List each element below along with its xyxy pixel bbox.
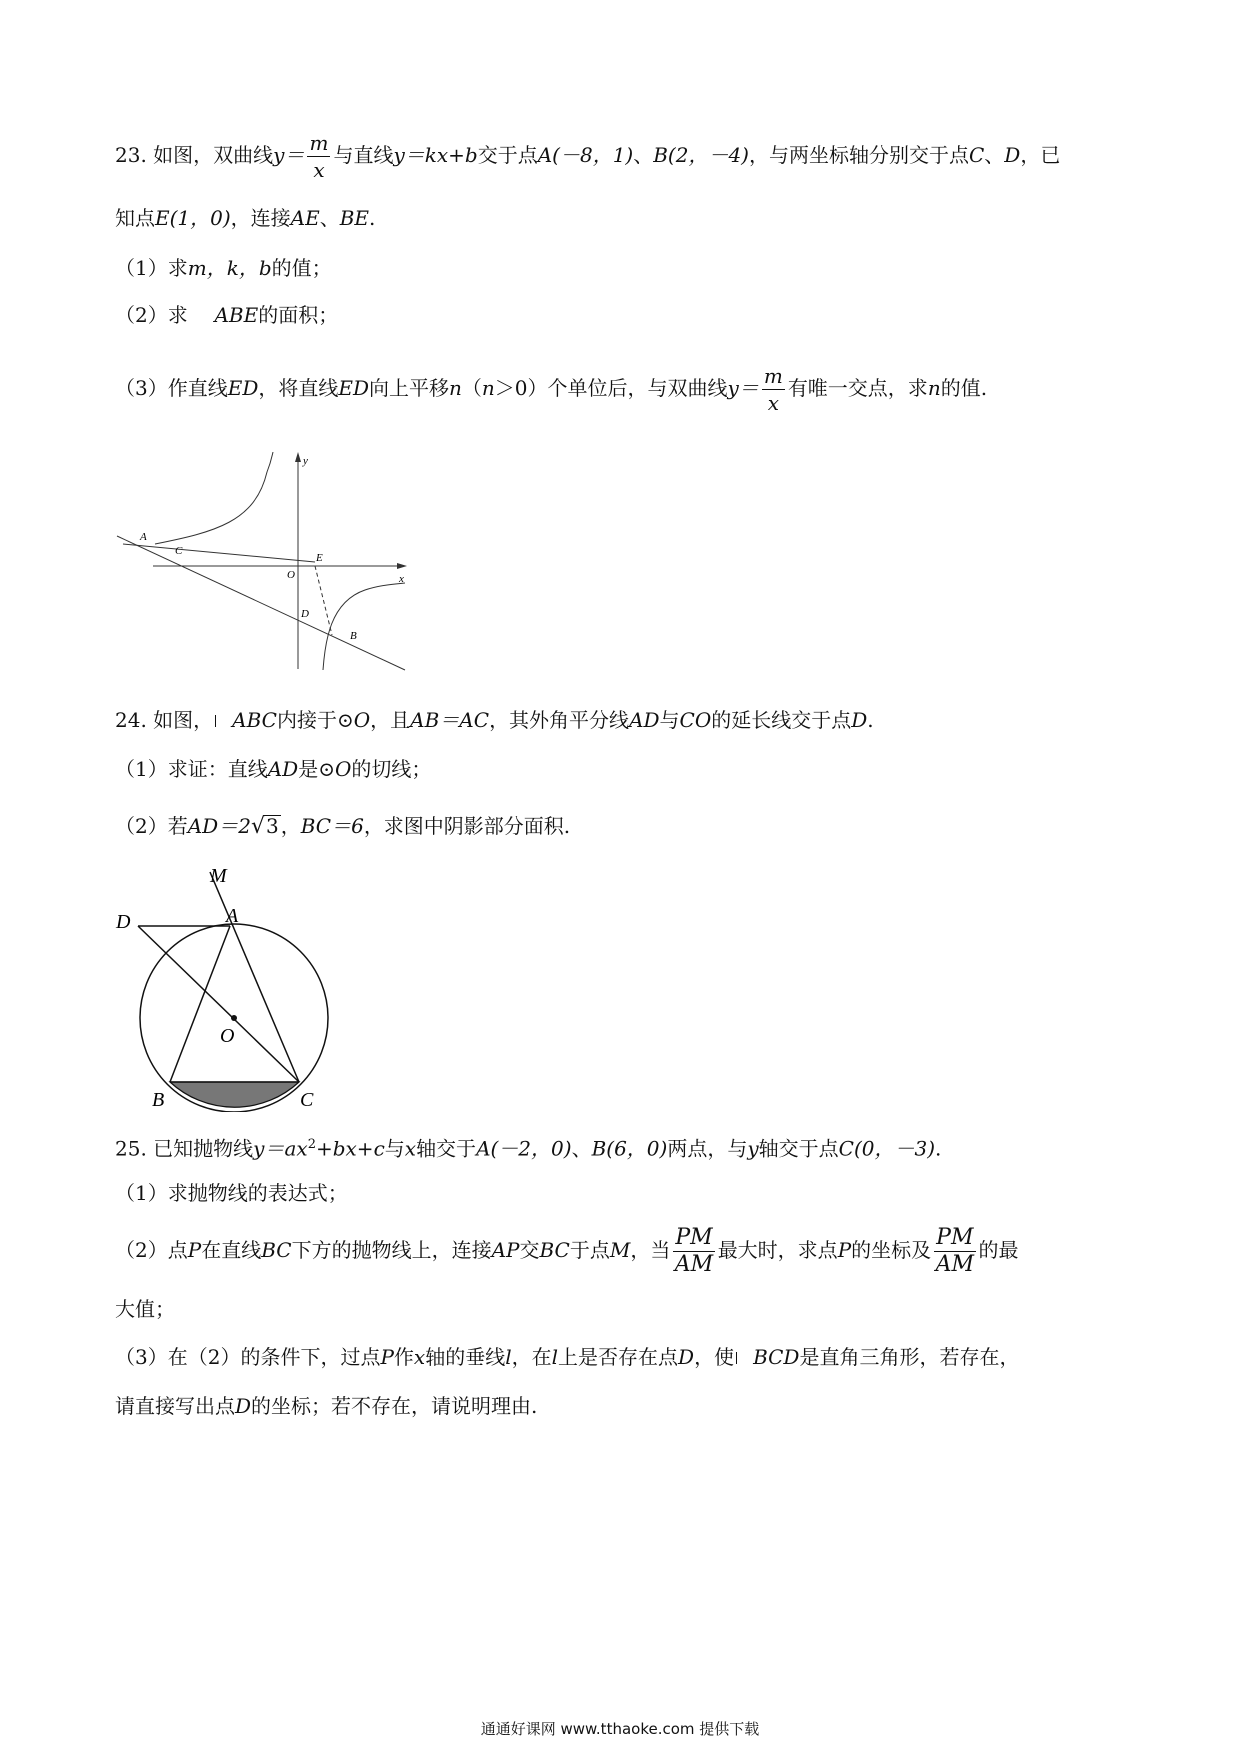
q23-point-b: B(2，－4): [653, 143, 749, 167]
q23-line-eq: y＝kx+b: [393, 143, 478, 167]
q24-ad: AD: [629, 708, 660, 732]
q23-line2: [115, 206, 375, 230]
q25-eq: y＝ax: [253, 1136, 308, 1161]
q25-sup: 2: [307, 1137, 316, 1152]
triangle-symbol: [736, 1352, 747, 1364]
q25-point-c: C(0，－3): [838, 1136, 935, 1161]
q25-p2-ap: AP: [491, 1238, 520, 1262]
hyperbola-branch-upper-left: [155, 452, 273, 544]
page-footer: 通通好课网 www.tthaoke.com 提供下载: [480, 1720, 760, 1738]
q23-part2: [115, 303, 338, 327]
q25-part2-line2: [115, 1297, 175, 1321]
q24-text: ，且: [370, 708, 411, 732]
q23-p3-eq: y＝: [727, 376, 759, 400]
q23-p1-text: 的值；: [271, 256, 332, 280]
q24-p1-text: （1）求证：直线: [115, 757, 268, 781]
q23-hyperbola-eq: y＝: [273, 143, 305, 167]
q25-x: x: [404, 1136, 417, 1161]
q25-p3-text: 轴的垂线: [425, 1345, 506, 1369]
q25-p2-fraction: [673, 1225, 714, 1278]
q24-figure: [112, 862, 342, 1112]
q23-p1-vars: m，k，b: [187, 256, 272, 280]
shaded-segment: [170, 1082, 299, 1107]
q23-p1-text: （1）求: [115, 256, 188, 280]
q25-sep: 、: [571, 1136, 592, 1161]
q25-p3-d: D: [235, 1394, 252, 1418]
q23-p3-fraction: [762, 363, 785, 416]
q24-co: CO: [679, 708, 712, 732]
q24-part2: （2）若AD＝2√3 ，BC＝6，求图中阴影部分面积.: [115, 814, 571, 839]
center-o: [231, 1015, 237, 1021]
q25-p3-text: 上是否存在点: [558, 1345, 679, 1369]
q23-point-d: D: [1004, 143, 1021, 167]
q25-p2-text: ，当: [630, 1238, 671, 1262]
q24-p2-text: ，: [280, 814, 301, 838]
q25-p2-p: P: [187, 1238, 202, 1262]
q24-d: D: [851, 708, 868, 732]
q25-p3-text: ，使: [694, 1345, 735, 1369]
q25-p3-text: （3）在（2）的条件下，过点: [115, 1345, 381, 1369]
q25-p2-bc: BC: [261, 1238, 292, 1262]
q25-part2-line1: [115, 1225, 1019, 1278]
q24-p1-text: 是⊙: [298, 757, 335, 781]
q23-p2-triangle: ABE: [214, 303, 259, 327]
line-mc: [210, 872, 299, 1082]
q23-text: ，与两坐标轴分别交于点: [748, 143, 969, 167]
q25-point-b: B(6，0): [591, 1136, 668, 1161]
q25-text: 两点，与: [667, 1136, 748, 1161]
q24-p2-ad: AD＝2: [187, 814, 251, 838]
q23-figure: [115, 452, 415, 672]
q23-p3-ed: ED: [227, 376, 259, 400]
q25-p2-bc: BC: [539, 1238, 570, 1262]
q24-p2-bc: BC＝6: [300, 814, 364, 838]
q25-p3-d: D: [678, 1345, 695, 1369]
q23-text: 如图，双曲线: [153, 143, 274, 167]
x-axis-arrow: [397, 563, 407, 569]
label-m: M: [210, 865, 227, 887]
label-y: y: [303, 455, 308, 467]
hyperbola-branch-lower-right: [323, 583, 405, 670]
q23-p2-text: （2）求: [115, 303, 188, 327]
q25-p3-triangle: BCD: [753, 1345, 800, 1369]
q25-p3-text: ，在: [511, 1345, 552, 1369]
label-c: C: [175, 545, 183, 557]
q24-p1-ad: AD: [267, 757, 299, 781]
q23-end: .: [369, 206, 376, 230]
q24-text: 的延长线交于点: [711, 708, 852, 732]
q23-text: ，连接: [230, 206, 291, 230]
q23-part3: [115, 363, 987, 416]
q25-p3-text: 的坐标；若不存在，请说明理由.: [251, 1394, 538, 1418]
label-o: O: [287, 569, 295, 581]
q23-number: 23.: [115, 143, 147, 167]
q24-end: .: [867, 708, 874, 732]
q23-p3-n: n: [481, 376, 495, 400]
q25-p3-x: x: [413, 1345, 426, 1369]
q24-o: O: [353, 708, 371, 732]
q24-line1: [115, 708, 874, 732]
q25-p2-text: 大值；: [115, 1297, 175, 1321]
triangle-symbol: [215, 715, 226, 727]
line-ab: [117, 536, 405, 670]
label-d: D: [116, 911, 131, 933]
label-b: B: [152, 1089, 165, 1111]
frac-denominator: x: [767, 391, 779, 415]
q25-part3-line2: [115, 1394, 537, 1418]
q24-text: 如图，: [153, 708, 214, 732]
frac-numerator: PM: [675, 1225, 713, 1250]
frac-numerator: m: [763, 364, 783, 388]
q25-p2-text: 最大时，求点: [717, 1238, 838, 1262]
q24-text: 与: [659, 708, 680, 732]
label-a: A: [226, 905, 239, 927]
q23-p3-text: 有唯一交点，求: [787, 376, 928, 400]
q25-p3-l: l: [505, 1345, 512, 1369]
label-x: x: [399, 573, 404, 585]
q25-p3-text: 作: [393, 1345, 414, 1369]
q23-p3-ed: ED: [338, 376, 370, 400]
q23-p3-text: 的值.: [940, 376, 988, 400]
q25-text: 已知抛物线: [153, 1136, 254, 1161]
q25-p2-fraction2: [934, 1225, 975, 1278]
q23-p3-n: n: [927, 376, 941, 400]
q23-sep: 、: [984, 143, 1005, 167]
q23-sep: 、: [319, 206, 340, 230]
q23-p3-n: n: [449, 376, 462, 400]
q25-text: 轴交于: [416, 1136, 477, 1161]
q25-p3-p: P: [380, 1345, 394, 1369]
q23-ae: AE: [290, 206, 320, 230]
q23-be: BE: [339, 206, 369, 230]
q25-p2-text: （2）点: [115, 1238, 188, 1262]
q25-p3-text: 是直角三角形，若存在，: [799, 1345, 1020, 1369]
q25-number: 25.: [115, 1136, 147, 1161]
q25-p3-text: 请直接写出点: [115, 1394, 235, 1418]
q25-p1-text: （1）求抛物线的表达式；: [115, 1181, 348, 1205]
q23-text: ，已: [1020, 143, 1061, 167]
label-o: O: [220, 1025, 235, 1047]
q25-line1: [115, 1133, 941, 1161]
line-be: [315, 566, 332, 635]
frac-numerator: m: [309, 131, 329, 155]
q23-text: 与直线: [333, 143, 394, 167]
label-e: E: [316, 552, 323, 564]
label-b: B: [350, 630, 357, 642]
q23-p3-text: （3）作直线: [115, 376, 228, 400]
q25-p2-text: 交: [519, 1238, 540, 1262]
q25-text: 与: [384, 1136, 405, 1161]
q25-p3-l: l: [551, 1345, 559, 1369]
q25-p2-text: 的坐标及: [851, 1238, 932, 1262]
q23-point-c: C: [968, 143, 985, 167]
q23-sep: 、: [633, 143, 654, 167]
q24-triangle: ABC: [232, 708, 277, 732]
line-ab: [170, 926, 230, 1082]
q23-p3-text: （: [461, 376, 482, 400]
q24-eq: AB＝AC: [410, 708, 490, 732]
q23-line1: [115, 130, 1060, 183]
q25-p2-text: 下方的抛物线上，连接: [291, 1238, 492, 1262]
q25-p2-text: 于点: [569, 1238, 610, 1262]
frac-denominator: x: [313, 158, 325, 182]
y-axis-arrow: [295, 452, 301, 462]
q24-p2-sqrt: 3: [265, 814, 279, 838]
line-dc: [138, 926, 299, 1082]
q25-point-a: A(－2，0): [476, 1136, 572, 1161]
label-a: A: [140, 531, 147, 543]
line-ae: [123, 544, 315, 562]
q24-part1: [115, 757, 431, 781]
q25-p2-p: P: [837, 1238, 852, 1262]
label-d: D: [301, 608, 309, 620]
q25-p2-text: 的最: [978, 1238, 1019, 1262]
q23-p3-text: 向上平移: [369, 376, 450, 400]
q25-part3-line1: [115, 1345, 1019, 1369]
q24-text: ，其外角平分线: [489, 708, 630, 732]
q23-p3-text: ，将直线: [258, 376, 339, 400]
q25-end: .: [935, 1136, 942, 1161]
frac-numerator: PM: [936, 1225, 974, 1250]
q24-p2-text: （2）若: [115, 814, 188, 838]
q24-text: 内接于⊙: [277, 708, 354, 732]
frac-denominator: AM: [674, 1252, 714, 1277]
q25-y: y: [747, 1136, 759, 1161]
q23-point-a: A(－8，1): [537, 143, 634, 167]
q25-p2-m: M: [609, 1238, 631, 1262]
label-c: C: [300, 1089, 314, 1111]
q23-point-e: E(1，0): [155, 206, 231, 230]
q23-text: 知点: [115, 206, 155, 230]
q24-p1-o: O: [334, 757, 352, 781]
q25-eq: +bx+c: [315, 1136, 385, 1161]
q25-part1: [115, 1181, 348, 1205]
q23-part1: [115, 256, 332, 280]
q23-text: 交于点: [477, 143, 538, 167]
q24-p2-text: ，求图中阴影部分面积.: [363, 814, 571, 838]
q24-number: 24.: [115, 708, 147, 732]
q23-fraction: [307, 130, 330, 183]
q25-text: 轴交于点: [758, 1136, 839, 1161]
q23-p2-text: 的面积；: [258, 303, 339, 327]
q23-p3-text: ＞0）个单位后，与双曲线: [494, 376, 728, 400]
q25-p2-text: 在直线: [201, 1238, 262, 1262]
frac-denominator: AM: [935, 1252, 975, 1277]
q24-p1-text: 的切线；: [351, 757, 432, 781]
